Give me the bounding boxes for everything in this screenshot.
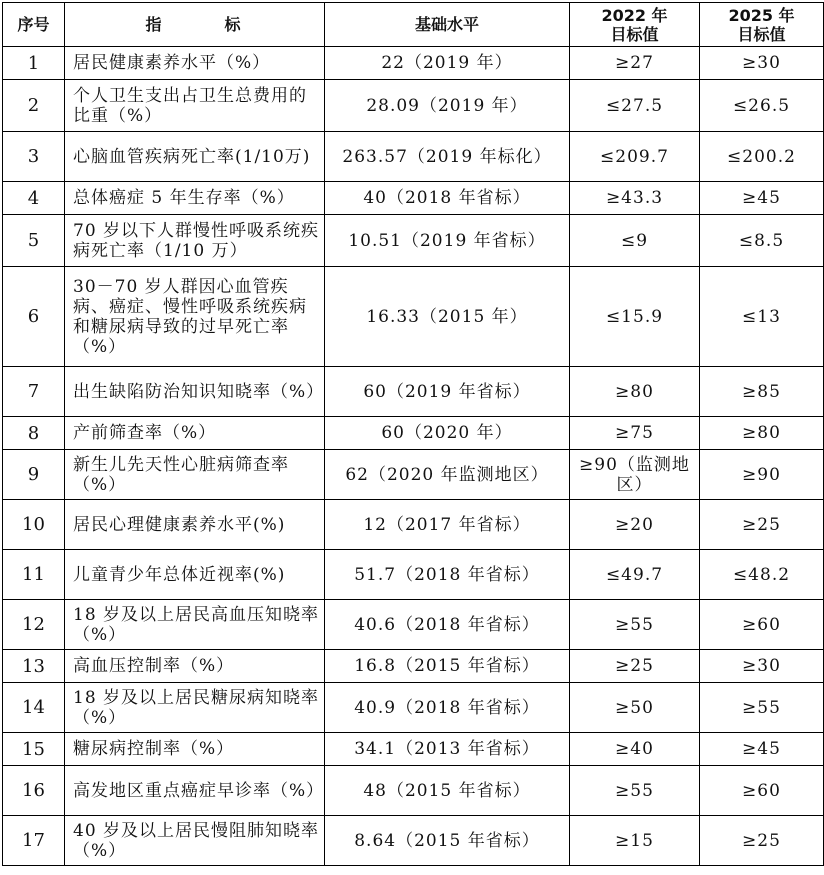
target-2025-value: ≥60 [700, 766, 824, 816]
target-2022-value: ≤49.7 [570, 550, 700, 600]
baseline-value: 34.1（2013 年省标） [325, 733, 570, 766]
target-2022-value: ≥40 [570, 733, 700, 766]
row-number: 12 [3, 600, 65, 650]
indicator-name: 儿童青少年总体近视率(%) [65, 550, 325, 600]
row-number: 1 [3, 47, 65, 80]
table-row [3, 267, 824, 367]
target-2025-value: ≤48.2 [700, 550, 824, 600]
table-row [3, 417, 824, 450]
indicator-name: 40 岁及以上居民慢阻肺知晓率（%） [65, 816, 325, 866]
target-2022-value: ≥20 [570, 500, 700, 550]
baseline-value: 22（2019 年） [325, 47, 570, 80]
indicator-name: 心脑血管疾病死亡率(1/10万) [65, 132, 325, 182]
baseline-value: 263.57（2019 年标化） [325, 132, 570, 182]
header-target-2025-label: 目标值 [737, 24, 786, 44]
table-row [3, 367, 824, 417]
indicator-name: 高血压控制率（%） [65, 650, 325, 683]
indicator-name: 新生儿先天性心脏病筛查率（%） [65, 450, 325, 500]
baseline-value: 40.9（2018 年省标） [325, 683, 570, 733]
table-row [3, 766, 824, 816]
target-2022-value: ≥55 [570, 766, 700, 816]
indicator-name: 高发地区重点癌症早诊率（%） [65, 766, 325, 816]
row-number: 8 [3, 417, 65, 450]
table-row [3, 47, 824, 80]
target-2022-value: ≤209.7 [570, 132, 700, 182]
table-row [3, 132, 824, 182]
target-2025-value: ≥85 [700, 367, 824, 417]
table-row [3, 683, 824, 733]
row-number: 4 [3, 182, 65, 215]
header-indicator [65, 3, 325, 47]
target-2022-value: ≤9 [570, 215, 700, 267]
target-2025-value: ≥90 [700, 450, 824, 500]
row-number: 17 [3, 816, 65, 866]
table-row [3, 80, 824, 132]
row-number: 6 [3, 267, 65, 367]
target-2022-value: ≤15.9 [570, 267, 700, 367]
table-row [3, 600, 824, 650]
target-2025-value: ≤200.2 [700, 132, 824, 182]
target-2022-value: ≥27 [570, 47, 700, 80]
baseline-value: 8.64（2015 年省标） [325, 816, 570, 866]
target-2022-value: ≥75 [570, 417, 700, 450]
target-2025-value: ≤26.5 [700, 80, 824, 132]
indicator-name: 个人卫生支出占卫生总费用的比重（%） [65, 80, 325, 132]
target-2025-value: ≥60 [700, 600, 824, 650]
target-2025-value: ≥45 [700, 182, 824, 215]
target-2025-value: ≥25 [700, 500, 824, 550]
table-row [3, 650, 824, 683]
indicator-name: 糖尿病控制率（%） [65, 733, 325, 766]
header-baseline: 基础水平 [325, 3, 570, 47]
baseline-value: 51.7（2018 年省标） [325, 550, 570, 600]
baseline-value: 62（2020 年监测地区） [325, 450, 570, 500]
indicator-name: 产前筛查率（%） [65, 417, 325, 450]
baseline-value: 16.8（2015 年省标） [325, 650, 570, 683]
indicator-name: 18 岁及以上居民糖尿病知晓率（%） [65, 683, 325, 733]
table-row [3, 550, 824, 600]
table-row [3, 182, 824, 215]
indicator-name: 18 岁及以上居民高血压知晓率（%） [65, 600, 325, 650]
target-2022-value: ≥15 [570, 816, 700, 866]
target-2022-value: ≥90（监测地区） [570, 450, 700, 500]
target-2022-value: ≥43.3 [570, 182, 700, 215]
target-2025-value: ≥45 [700, 733, 824, 766]
row-number: 16 [3, 766, 65, 816]
target-2022-value: ≥50 [570, 683, 700, 733]
target-2025-value: ≤13 [700, 267, 824, 367]
baseline-value: 60（2020 年） [325, 417, 570, 450]
row-number: 14 [3, 683, 65, 733]
baseline-value: 10.51（2019 年省标） [325, 215, 570, 267]
target-2025-value: ≥55 [700, 683, 824, 733]
row-number: 10 [3, 500, 65, 550]
row-number: 15 [3, 733, 65, 766]
indicator-name: 居民心理健康素养水平(%) [65, 500, 325, 550]
header-target-2022 [570, 3, 700, 47]
table-row [3, 215, 824, 267]
table-row [3, 500, 824, 550]
row-number: 11 [3, 550, 65, 600]
indicator-name: 出生缺陷防治知识知晓率（%） [65, 367, 325, 417]
table-row [3, 733, 824, 766]
row-number: 7 [3, 367, 65, 417]
indicator-name: 70 岁以下人群慢性呼吸系统疾病死亡率（1/10 万） [65, 215, 325, 267]
header-target-2025 [700, 3, 824, 47]
target-2025-value: ≥80 [700, 417, 824, 450]
baseline-value: 16.33（2015 年） [325, 267, 570, 367]
table-row [3, 450, 824, 500]
row-number: 13 [3, 650, 65, 683]
baseline-value: 40.6（2018 年省标） [325, 600, 570, 650]
header-row [3, 3, 824, 47]
indicator-name: 居民健康素养水平（%） [65, 47, 325, 80]
indicator-name: 30－70 岁人群因心血管疾病、癌症、慢性呼吸系统疾病和糖尿病导致的过早死亡率（%） [65, 267, 325, 367]
header-indicator-char-1: 指 [145, 15, 165, 34]
row-number: 3 [3, 132, 65, 182]
row-number: 9 [3, 450, 65, 500]
target-2025-value: ≤8.5 [700, 215, 824, 267]
header-target-2025-year: 2025 年 [728, 5, 795, 25]
header-indicator-char-2: 标 [224, 15, 244, 34]
target-2025-value: ≥30 [700, 47, 824, 80]
baseline-value: 40（2018 年省标） [325, 182, 570, 215]
baseline-value: 60（2019 年省标） [325, 367, 570, 417]
row-number: 5 [3, 215, 65, 267]
header-target-2022-label: 目标值 [610, 24, 659, 44]
target-2022-value: ≤27.5 [570, 80, 700, 132]
target-2025-value: ≥30 [700, 650, 824, 683]
header-seq: 序号 [3, 3, 65, 47]
baseline-value: 12（2017 年省标） [325, 500, 570, 550]
table-row [3, 816, 824, 866]
target-2022-value: ≥80 [570, 367, 700, 417]
row-number: 2 [3, 80, 65, 132]
baseline-value: 48（2015 年省标） [325, 766, 570, 816]
indicator-table [2, 2, 824, 866]
baseline-value: 28.09（2019 年） [325, 80, 570, 132]
header-target-2022-year: 2022 年 [601, 5, 668, 25]
target-2025-value: ≥25 [700, 816, 824, 866]
indicator-name: 总体癌症 5 年生存率（%） [65, 182, 325, 215]
target-2022-value: ≥25 [570, 650, 700, 683]
target-2022-value: ≥55 [570, 600, 700, 650]
